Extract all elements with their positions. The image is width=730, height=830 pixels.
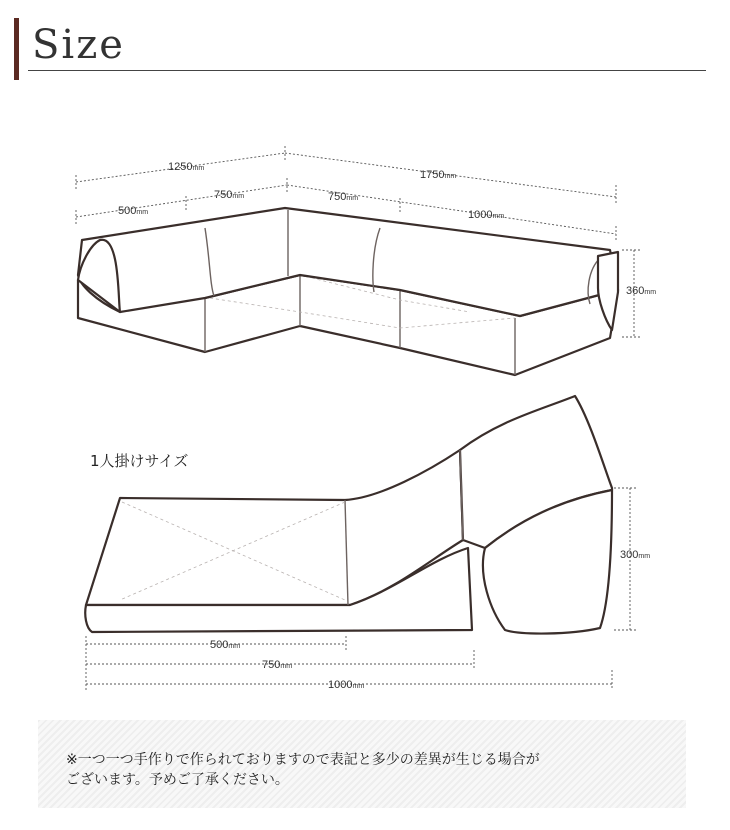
dim-label-500: 500mm [118,205,149,217]
corner-sofa-illustration [78,208,618,375]
dim-label-1250: 1250mm [168,161,205,173]
disclaimer-text [66,750,666,790]
single-dim-label-300: 300mm [620,549,651,561]
single-dim-label-500: 500mm [210,639,241,651]
dim-label-1750: 1750mm [420,169,457,181]
dim-label-1000: 1000mm [468,209,505,221]
dim-label-750-left: 750mm [214,189,245,201]
single-dim-label-1000: 1000mm [328,679,365,691]
section-title: Size [32,22,125,68]
dim-label-360: 360mm [626,285,657,297]
disclaimer-line-2: ございます。予めご了承ください。 [66,772,289,788]
disclaimer-line-1: ※一つ一つ手作りで作られておりますので表記と多少の差異が生じる場合が [66,752,540,768]
single-dim-label-750: 750mm [262,659,293,671]
disclaimer-box [38,720,686,808]
single-sofa-illustration [85,396,612,634]
dim-label-750-right: 750mm [328,191,359,203]
single-seat-size-label: 1人掛けサイズ [90,452,189,470]
